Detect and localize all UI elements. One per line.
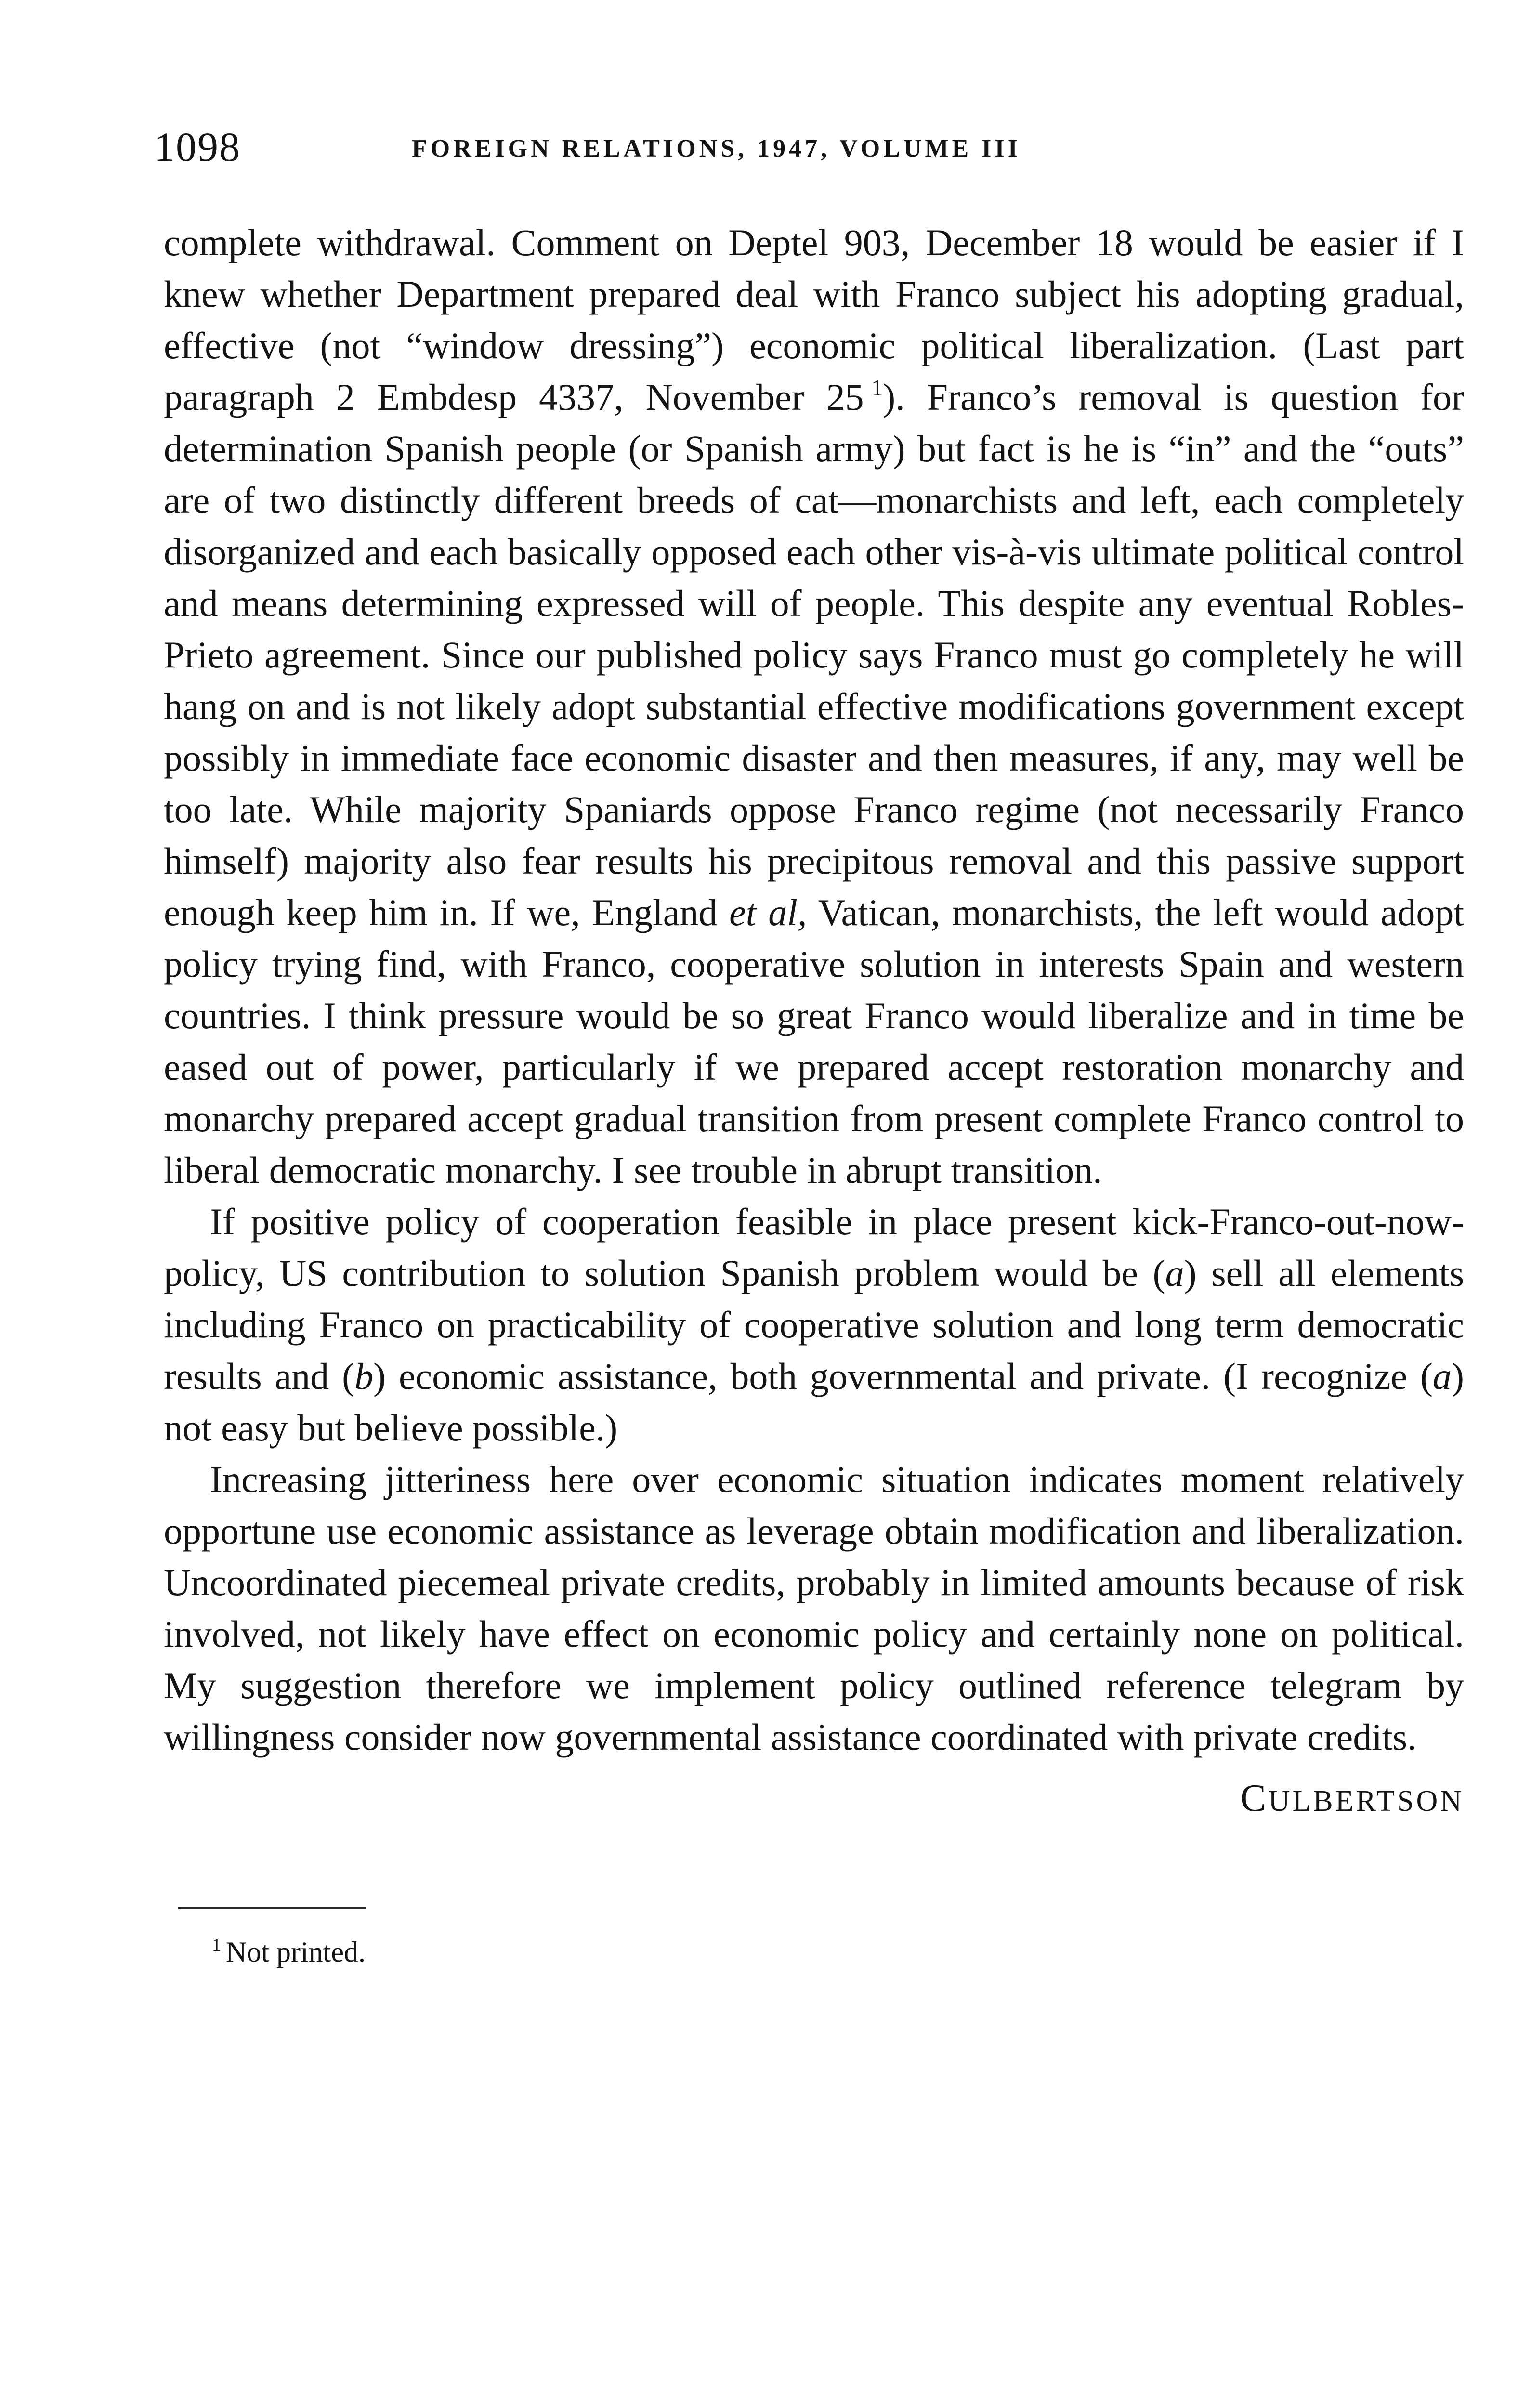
page-header	[154, 120, 1464, 178]
et-al-italic: et al,	[729, 891, 807, 933]
paragraph-2-part-d: ) not easy but believe possible.)	[164, 1355, 1464, 1449]
telegram-body	[164, 217, 1464, 1763]
signature-rest: ULBERTSON	[1268, 1785, 1464, 1818]
item-letter-b: b	[354, 1355, 374, 1397]
paragraph-1-part-b: ). Franco’s removal is question for determination Spanish people (or Spanish army) but fact is he is “in” and the “outs” are of two distinctly different breeds of cat—monarchists and left, each completely disorganized and each basically opposed each other vis-à-vis ultimate political control and means determining expressed will of people. This despite any eventual Robles-Prieto agreement. Since our published policy says Franco must go completely he will hang on and is not likely adopt substantial effective modifications government except possibly in immediate face economic disaster and then measures, if any, may well be too late. While majority Spaniards oppose Franco regime (not necessarily Franco himself) majority also fear results his precipitous removal and this passive support enough keep him in. If we, England	[164, 376, 1464, 933]
paragraph-1-part-a: complete withdrawal. Comment on Deptel 903, December 18 would be easier if I knew whether Department prepared deal with Franco subject his adopting gradual, effective (not “window dressing”) economic political liberalization. (Last part paragraph 2 Embdesp 4337, November 25	[164, 222, 1464, 418]
running-head: FOREIGN RELATIONS, 1947, VOLUME III	[412, 135, 1021, 162]
paragraph-2	[164, 1196, 1464, 1453]
item-letter-a: a	[1165, 1252, 1184, 1294]
paragraph-2-part-a: If positive policy of cooperation feasible in place present kick-Franco-out-now-policy, US contribution to solution Spanish problem would be (	[164, 1201, 1464, 1294]
paragraph-1	[164, 217, 1464, 1196]
item-letter-a-ref: a	[1433, 1355, 1452, 1397]
footnote-text: Not printed.	[226, 1936, 366, 1968]
paragraph-1-part-c: Vatican, monarchists, the left would adopt policy trying find, with Franco, cooperative solution in interests Spain and western countries. I think pressure would be so great Franco would liberalize and in time be eased out of power, particularly if we prepared accept restoration monarchy and monarchy prepared accept gradual transition from present complete Franco control to liberal democratic monarchy. I see trouble in abrupt transition.	[164, 891, 1465, 1191]
signature-initial: C	[1240, 1777, 1269, 1819]
footnote-marker: 1	[212, 1935, 221, 1955]
paragraph-2-part-c: ) economic assistance, both governmental and private. (I recognize (	[373, 1355, 1433, 1397]
footnote-reference: 1	[871, 375, 883, 401]
signature	[164, 1774, 1464, 1825]
paragraph-3-text: Increasing jitteriness here over economic situation indicates moment relatively opportune use economic assistance as leverage obtain modification and liberalization. Uncoordinated piecemeal private credits, probably in limited amounts because of risk involved, not likely have effect on economic policy and certainly none on political. My suggestion therefore we implement policy outlined reference telegram by willingness consider now governmental assistance coordinated with private credits.	[164, 1458, 1464, 1758]
footnote-divider	[178, 1907, 366, 1909]
paragraph-2-part-b: ) sell all elements including Franco on practicability of cooperative solution and long term democratic results and (	[164, 1252, 1465, 1397]
paragraph-3	[164, 1453, 1464, 1763]
footnote	[212, 1924, 1464, 1974]
document-page	[154, 120, 1465, 1974]
page-number: 1098	[154, 124, 241, 170]
